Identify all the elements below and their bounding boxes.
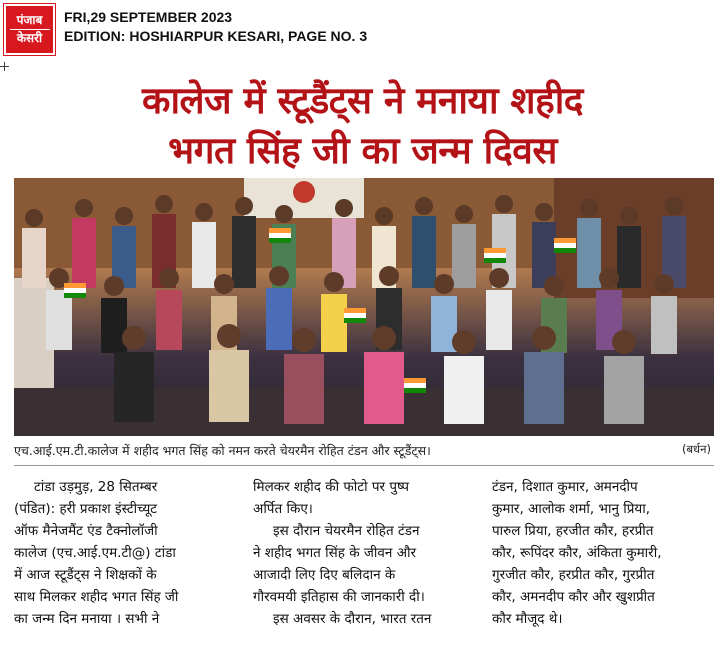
headline-line-1: कालेज में स्टूडैंट्स ने मनाया शहीद: [142, 79, 583, 122]
column-line: इस अवसर के दौरान, भारत रतन: [273, 611, 432, 627]
column-line: गौरवमयी इतिहास की जानकारी दी।: [253, 589, 425, 605]
group-photo: [14, 178, 714, 436]
column-line: ने शहीद भगत सिंह के जीवन और: [253, 545, 417, 561]
column-line: साथ मिलकर शहीद भगत सिंह जी: [14, 589, 179, 605]
column-line: ऑफ मैनेजमैंट एंड टैक्नोलॉजी: [14, 523, 158, 539]
column-line: कालेज (एच.आई.एम.टी@) टांडा: [14, 545, 176, 561]
column-line: कौर, अमनदीप कौर और खुशप्रीत: [492, 589, 655, 605]
column-line: गुरजीत कौर, हरप्रीत कौर, गुरप्रीत: [492, 567, 655, 583]
column-line: कौर मौजूद थे।: [492, 611, 563, 627]
publication-date: FRI,29 SEPTEMBER 2023: [64, 9, 233, 25]
column-line: अर्पित किए।: [253, 501, 313, 517]
column-line: का जन्म दिन मनाया । सभी ने: [14, 611, 160, 627]
caption-divider: [14, 465, 714, 466]
column-line: आजादी लिए दिए बलिदान के: [253, 567, 396, 583]
column-line: इस दौरान चेयरमैन रोहित टंडन: [273, 523, 420, 539]
photo-caption: एच.आई.एम.टी.कालेज में शहीद भगत सिंह को नमन करते चेयरमैन रोहित टंडन और स्टूडैंट्स।: [14, 443, 431, 458]
column-line: पारुल प्रिया, हरजीत कौर, हरप्रीत: [492, 523, 654, 539]
column-line: में आज स्टूडैंट्स ने शिक्षकों के: [14, 567, 157, 583]
edition-info: EDITION: HOSHIARPUR KESARI, PAGE NO. 3: [64, 28, 368, 44]
article-column-3: [492, 476, 718, 630]
crop-mark-icon: [0, 62, 9, 71]
column-line: टांडा उड़मुड़, 28 सितम्बर: [34, 479, 158, 495]
headline-line-2: भगत सिंह जी का जन्म दिवस: [168, 129, 557, 172]
column-line: मिलकर शहीद की फोटो पर पुष्प: [253, 479, 410, 495]
masthead-meta: [64, 8, 367, 46]
group-photo-illustration: [14, 178, 714, 436]
column-line: टंडन, दिशात कुमार, अमनदीप: [492, 479, 638, 495]
photo-credit: (बर्धन): [682, 442, 711, 456]
punjab-kesari-logo: [4, 4, 55, 55]
article-column-1: [14, 476, 240, 630]
column-line: कौर, रूपिंदर कौर, अंकिता कुमारी,: [492, 545, 662, 561]
article-column-2: [253, 476, 479, 630]
logo-line-2: केसरी: [16, 31, 43, 45]
logo-line-1: पंजाब: [16, 13, 43, 27]
column-line: कुमार, आलोक शर्मा, भानु प्रिया,: [492, 501, 651, 517]
headline: [0, 76, 725, 176]
column-line: (पंडित): हरी प्रकाश इंस्टीच्यूट: [14, 501, 158, 517]
